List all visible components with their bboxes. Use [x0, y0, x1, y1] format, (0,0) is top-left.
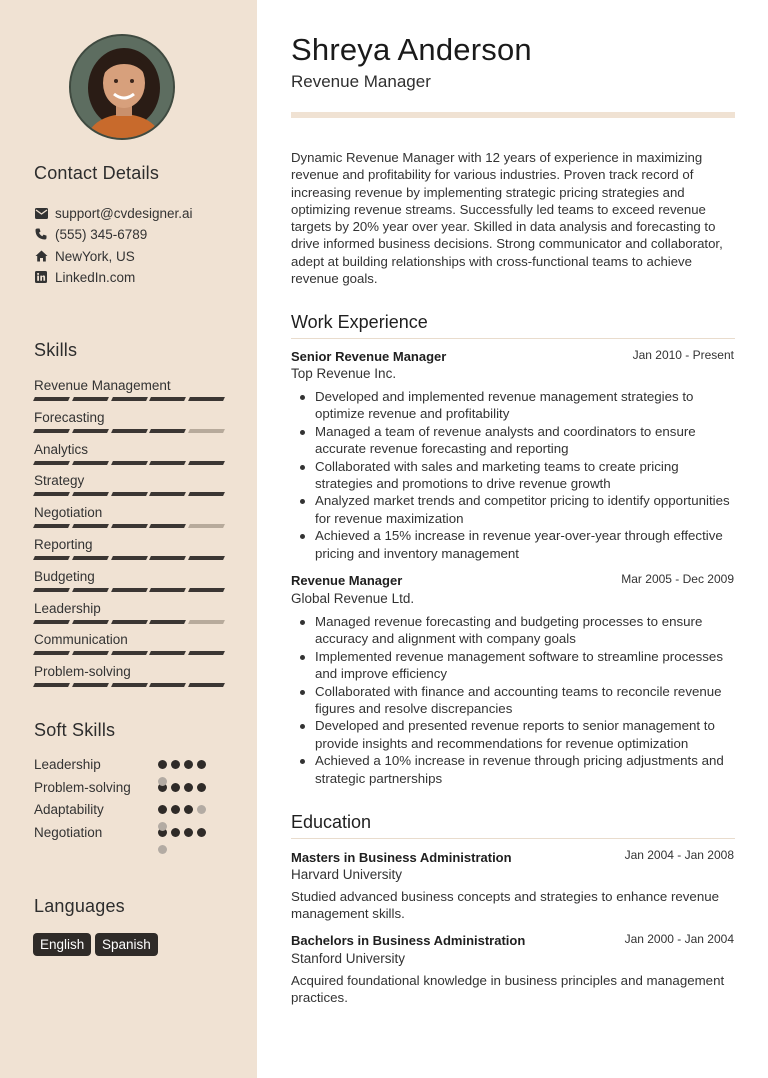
skill-level-bar — [34, 683, 224, 688]
soft-skill-item — [34, 825, 224, 843]
skill-item — [34, 473, 224, 501]
rating-dot — [197, 783, 206, 792]
skill-level-segment — [111, 588, 148, 592]
soft-skill-rating — [158, 805, 206, 814]
degree-title: Bachelors in Business Administration — [291, 933, 526, 948]
skill-level-bar — [34, 429, 224, 434]
skill-item — [34, 378, 224, 406]
skill-item — [34, 505, 224, 533]
school-name: Harvard University — [291, 867, 403, 882]
job-dates: Mar 2005 - Dec 2009 — [621, 572, 734, 586]
location-text: NewYork, US — [55, 248, 135, 264]
skill-level-segment — [33, 620, 70, 624]
home-icon — [34, 249, 48, 263]
job-company: Top Revenue Inc. — [291, 366, 397, 381]
skill-level-segment — [72, 683, 109, 687]
portrait-image — [71, 36, 175, 140]
job-bullets — [315, 613, 735, 787]
skill-level-segment — [72, 620, 109, 624]
skill-level-segment — [33, 651, 70, 655]
skill-name: Negotiation — [34, 505, 103, 521]
skill-level-segment — [33, 524, 70, 528]
skill-name: Communication — [34, 632, 128, 648]
skill-name: Revenue Management — [34, 378, 171, 393]
phone-icon — [34, 227, 48, 241]
skill-name: Reporting — [34, 537, 93, 552]
skill-level-bar — [34, 620, 224, 625]
skill-level-bar — [34, 492, 224, 497]
skill-item — [34, 442, 224, 470]
degree-dates: Jan 2004 - Jan 2008 — [624, 848, 734, 862]
email-text: support@cvdesigner.ai — [55, 205, 193, 221]
rating-dot — [158, 845, 167, 854]
envelope-icon — [34, 206, 48, 220]
bullet-item: Collaborated with finance and accounting teams to reconcile revenue figures and resolve discrepancies — [315, 683, 735, 718]
skill-name: Strategy — [34, 473, 85, 489]
rating-dot — [184, 805, 193, 814]
skill-level-segment — [149, 492, 186, 496]
avatar — [69, 34, 175, 140]
soft-skill-item — [34, 757, 224, 775]
degree-title: Masters in Business Administration — [291, 850, 512, 865]
skill-level-bar — [34, 588, 224, 593]
job-title: Revenue Manager — [291, 573, 403, 588]
soft-skills-heading: Soft Skills — [34, 720, 116, 740]
summary-text: Dynamic Revenue Manager with 12 years of experience in maximizing revenue and profitability for various industries. Proven track record of increasing revenue by implementing strategic pricing strategies and optimizing revenue streams. Successfully led teams to exceed revenue targets by 20% year over year. Skilled in data analysis and forecasting to drive informed business decisions. Strong communicator and collaborator, adept at building relationships with cross-functional teams to achieve revenue goals. — [291, 150, 723, 287]
skill-level-segment — [188, 588, 225, 592]
skill-level-segment — [188, 524, 225, 528]
skill-level-segment — [188, 683, 225, 687]
contact-location — [34, 247, 135, 265]
contact-linkedin[interactable] — [34, 268, 135, 286]
skill-level-segment — [149, 429, 186, 433]
skill-item — [34, 664, 224, 692]
bullet-item: Managed revenue forecasting and budgeting processes to ensure accuracy and alignment with company goals — [315, 613, 735, 648]
skill-level-segment — [72, 651, 109, 655]
skill-level-segment — [149, 588, 186, 592]
skill-level-segment — [149, 683, 186, 687]
skill-item — [34, 601, 224, 629]
language-badge: English — [33, 933, 91, 956]
skill-level-segment — [111, 651, 148, 655]
skill-level-segment — [149, 556, 186, 560]
rating-dot — [184, 760, 193, 769]
skill-level-segment — [149, 397, 186, 401]
skill-level-segment — [149, 620, 186, 624]
skill-level-segment — [33, 397, 70, 401]
header-divider — [291, 112, 735, 118]
soft-skill-name: Leadership — [34, 757, 101, 772]
skill-level-segment — [111, 461, 148, 465]
skill-level-segment — [149, 524, 186, 528]
job-bullets — [315, 388, 735, 562]
bullet-item: Collaborated with sales and marketing teams to create pricing strategies and promotions to drive revenue growth — [315, 458, 735, 493]
soft-skill-name: Problem-solving — [34, 779, 131, 795]
bullet-item: Managed a team of revenue analysts and coordinators to ensure accurate revenue forecasting and reporting — [315, 423, 735, 458]
rating-dot — [171, 828, 180, 837]
candidate-role: Revenue Manager — [291, 72, 431, 91]
skill-level-segment — [72, 397, 109, 401]
rating-dot — [184, 783, 193, 792]
skill-level-segment — [111, 524, 148, 528]
skills-heading: Skills — [34, 340, 78, 360]
soft-skill-item — [34, 802, 224, 820]
skill-name: Budgeting — [34, 568, 95, 584]
bullet-item: Analyzed market trends and competitor pricing to identify opportunities for revenue maximization — [315, 492, 735, 527]
skill-level-segment — [72, 588, 109, 592]
skill-level-segment — [111, 556, 148, 560]
skill-name: Forecasting — [34, 409, 105, 425]
skill-level-segment — [111, 397, 148, 401]
rating-dot — [184, 828, 193, 837]
bullet-item: Achieved a 15% increase in revenue year-over-year through effective pricing and inventory management — [315, 527, 735, 562]
job-company: Global Revenue Ltd. — [291, 591, 415, 606]
skill-level-segment — [188, 651, 225, 655]
skill-level-segment — [149, 651, 186, 655]
skill-level-segment — [188, 556, 225, 560]
skill-level-segment — [111, 492, 148, 496]
skill-level-segment — [72, 461, 109, 465]
skill-level-bar — [34, 651, 224, 656]
skill-item — [34, 537, 224, 565]
rating-dot — [158, 777, 167, 786]
skill-level-segment — [33, 588, 70, 592]
skill-level-segment — [72, 524, 109, 528]
skill-level-bar — [34, 556, 224, 561]
skill-level-segment — [188, 492, 225, 496]
degree-dates: Jan 2000 - Jan 2004 — [624, 932, 734, 946]
bullet-item: Achieved a 10% increase in revenue through pricing adjustments and strategic partnerships — [315, 752, 735, 787]
rating-dot — [197, 760, 206, 769]
soft-skill-rating — [158, 760, 206, 769]
contact-heading: Contact Details — [34, 163, 160, 183]
rating-dot — [171, 783, 180, 792]
languages-heading: Languages — [34, 896, 125, 916]
skill-level-segment — [33, 492, 70, 496]
skill-level-segment — [188, 620, 225, 624]
skill-name: Analytics — [34, 441, 89, 457]
section-divider — [291, 838, 735, 839]
rating-dot — [158, 760, 167, 769]
skill-level-segment — [72, 429, 109, 433]
soft-skill-name: Negotiation — [34, 824, 103, 840]
skill-name: Problem-solving — [34, 664, 131, 680]
job-dates: Jan 2010 - Present — [632, 348, 734, 362]
rating-dot — [197, 828, 206, 837]
skill-level-segment — [33, 429, 70, 433]
rating-dot — [171, 805, 180, 814]
section-divider — [291, 338, 735, 339]
bullet-item: Developed and presented revenue reports to senior management to provide insights and recommendations for revenue optimization — [315, 717, 735, 752]
rating-dot — [158, 822, 167, 831]
bullet-item: Implemented revenue management software to streamline processes and improve efficiency — [315, 648, 735, 683]
skill-level-bar — [34, 524, 224, 529]
phone-text: (555) 345-6789 — [55, 226, 148, 242]
skill-level-segment — [111, 429, 148, 433]
skill-level-segment — [111, 683, 148, 687]
skill-level-segment — [72, 556, 109, 560]
school-name: Stanford University — [291, 951, 406, 966]
rating-dot — [171, 760, 180, 769]
skill-level-bar — [34, 461, 224, 466]
rating-dot — [158, 805, 167, 814]
work-heading: Work Experience — [291, 312, 428, 332]
degree-description: Acquired foundational knowledge in business principles and management practices. — [291, 973, 725, 1006]
contact-email[interactable] — [34, 204, 193, 222]
sidebar — [0, 0, 257, 1078]
skill-item — [34, 632, 224, 660]
skill-item — [34, 569, 224, 597]
education-heading: Education — [291, 812, 372, 832]
bullet-item: Developed and implemented revenue management strategies to optimize revenue and profitability — [315, 388, 735, 423]
rating-dot — [197, 805, 206, 814]
soft-skill-item — [34, 780, 224, 798]
skill-level-segment — [33, 556, 70, 560]
soft-skill-name: Adaptability — [34, 802, 104, 817]
main-content — [257, 0, 768, 1078]
language-badge: Spanish — [95, 933, 158, 956]
candidate-name: Shreya Anderson — [291, 32, 532, 67]
degree-description: Studied advanced business concepts and strategies to enhance revenue management skills. — [291, 889, 720, 922]
skill-name: Leadership — [34, 600, 101, 616]
skill-level-segment — [188, 461, 225, 465]
skill-level-segment — [188, 429, 225, 433]
linkedin-icon — [34, 270, 48, 284]
contact-phone[interactable] — [34, 225, 147, 243]
skill-level-segment — [33, 461, 70, 465]
skill-level-segment — [188, 397, 225, 401]
skill-level-segment — [33, 683, 70, 687]
job-title: Senior Revenue Manager — [291, 349, 447, 364]
skill-level-bar — [34, 397, 224, 402]
skill-level-segment — [72, 492, 109, 496]
skill-level-segment — [111, 620, 148, 624]
linkedin-text: LinkedIn.com — [55, 269, 136, 285]
skill-item — [34, 410, 224, 438]
skill-level-segment — [149, 461, 186, 465]
